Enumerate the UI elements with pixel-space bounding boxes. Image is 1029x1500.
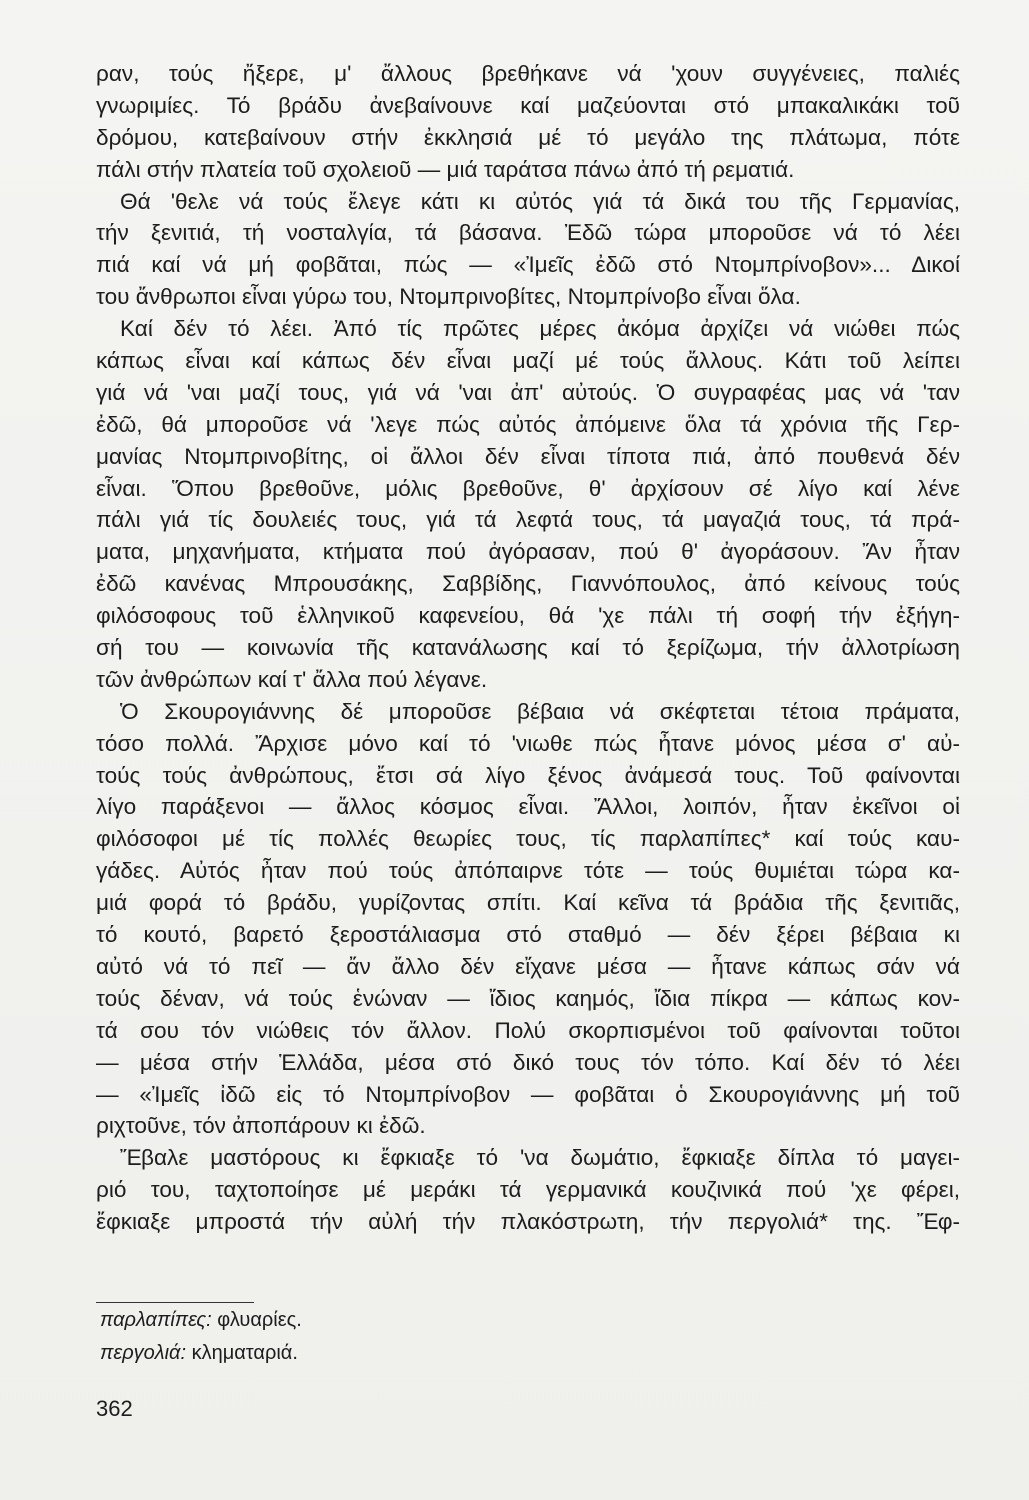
- text-line: πιά καί νά μή φοβᾶται, πώς — «Ἰμεῖς ἐδῶ στό Ντομπρίνοβον»... Δικοί: [96, 252, 960, 278]
- text-line: φιλόσοφοι μέ τίς πολλές θεωρίες τους, τίς παρλαπίπες* καί τούς καυ-: [96, 826, 960, 852]
- text-line: Ὁ Σκουρογιάννης δέ μποροῦσε βέβαια νά σκέφτεται τέτοια πράματα,: [120, 698, 960, 724]
- text-line: δρόμου, κατεβαίνουν στήν ἐκκλησιά μέ τό μεγάλο της πλάτωμα, πότε: [96, 124, 960, 150]
- text-line: ραν, τούς ἤξερε, μ' ἄλλους βρεθήκανε νά 'χουν συγγένειες, παλιές: [96, 61, 960, 86]
- footnotes: [100, 1304, 302, 1370]
- text-line: τόσο πολλά. Ἄρχισε μόνο καί τό 'νιωθε πώς ἦτανε μόνος μέσα σ' αὐ-: [96, 730, 960, 756]
- text-line: γνωριμίες. Τό βράδυ ἀνεβαίνουνε καί μαζεύονται στό μπακαλικάκι τοῦ: [96, 92, 960, 118]
- text-line: τῶν ἀνθρώπων καί τ' ἄλλα πού λέγανε.: [96, 666, 488, 692]
- text-line: γιά νά 'ναι μαζί τους, γιά νά 'ναι ἀπ' αὐτούς. Ὁ συγραφέας μας νά 'ταν: [96, 379, 960, 405]
- page-number: 362: [96, 1396, 133, 1421]
- text-line: πάλι γιά τίς δουλειές τους, γιά τά λεφτά τους, τά μαγαζιά τους, τά πρά-: [96, 507, 960, 533]
- text-line: γάδες. Αὐτός ἦταν πού τούς ἀπόπαιρνε τότε — τούς θυμιέται τώρα κα-: [96, 858, 960, 884]
- footnote-definition: φλυαρίες.: [217, 1309, 302, 1331]
- text-line: λίγο παράξενοι — ἄλλος κόσμος εἶναι. Ἄλλοι, λοιπόν, ἦταν ἐκεῖνοι οἱ: [96, 794, 960, 820]
- text-line: εἶναι. Ὅπου βρεθοῦνε, μόλις βρεθοῦνε, θ' ἀρχίσουν σέ λίγο καί λένε: [96, 475, 960, 501]
- text-line: ἐδῶ, θά μποροῦσε νά 'λεγε πώς αὐτός ἀπόμεινε ὅλα τά χρόνια τῆς Γερ-: [96, 411, 960, 437]
- footnote-term: παρλαπίπες:: [100, 1309, 212, 1331]
- text-line: τούς δέναν, νά τούς ἑνώναν — ἴδιος καημός, ἴδια πίκρα — κάπως κον-: [96, 985, 960, 1011]
- text-line: Θά 'θελε νά τούς ἔλεγε κάτι κι αὐτός γιά τά δικά του τῆς Γερμανίας,: [120, 188, 960, 214]
- text-line: ἔφκιαξε μπροστά τήν αὐλή τήν πλακόστρωτη, τήν περγολιά* της. Ἔφ-: [96, 1209, 960, 1235]
- text-line: σή του — κοινωνία τῆς κατανάλωσης καί τό ξερίζωμα, τήν ἀλλοτρίωση: [96, 635, 960, 661]
- text-line: τούς τούς ἀνθρώπους, ἔτσι σά λίγο ξένος ἀνάμεσά τους. Τοῦ φαίνονται: [96, 762, 960, 788]
- text-line: ἐδῶ κανένας Μπρουσάκης, Σαββίδης, Γιαννόπουλος, ἀπό κείνους τούς: [96, 571, 960, 597]
- text-line: ριχτοῦνε, τόν ἀποπάρουν κι ἐδῶ.: [96, 1113, 426, 1139]
- text-line: αὐτό νά τό πεῖ — ἄν ἄλλο δέν εἴχανε μέσα — ἦτανε κάπως σάν νά: [96, 953, 960, 979]
- body-text: [96, 58, 960, 1238]
- text-line: ριό του, ταχτοποίησε μέ μεράκι τά γερμανικά κουζινικά πού 'χε φέρει,: [96, 1177, 960, 1203]
- footnote-item: [100, 1337, 302, 1370]
- footnote-term: περγολιά:: [100, 1342, 187, 1364]
- text-line: ματα, μηχανήματα, κτήματα πού ἀγόρασαν, πού θ' ἀγοράσουν. Ἄν ἦταν: [96, 539, 960, 565]
- text-line: — «Ἰμεῖς ἰδῶ εἰς τό Ντομπρίνοβον — φοβᾶται ὁ Σκουρογιάννης μή τοῦ: [96, 1081, 960, 1107]
- footnote-definition: κληματαριά.: [191, 1342, 298, 1364]
- text-line: μανίας Ντομπρινοβίτης, οἱ ἄλλοι δέν εἶναι τίποτα πιά, ἀπό πουθενά δέν: [96, 443, 960, 469]
- text-line: κάπως εἶναι καί κάπως δέν εἶναι μαζί μέ τούς ἄλλους. Κάτι τοῦ λείπει: [96, 348, 960, 374]
- text-line: φιλόσοφους τοῦ ἑλληνικοῦ καφενείου, θά 'χε πάλι τή σοφή τήν ἐξήγη-: [96, 603, 960, 629]
- text-line: μιά φορά τό βράδυ, γυρίζοντας σπίτι. Καί κεῖνα τά βράδια τῆς ξενιτιᾶς,: [96, 890, 960, 916]
- footnote-divider: [96, 1302, 254, 1303]
- text-line: τό κουτό, βαρετό ξεροστάλιασμα στό σταθμό — δέν ξέρει βέβαια κι: [96, 922, 960, 948]
- text-line: Ἔβαλε μαστόρους κι ἔφκιαξε τό 'να δωμάτιο, ἔφκιαξε δίπλα τό μαγει-: [120, 1145, 960, 1171]
- text-line: του ἄνθρωποι εἶναι γύρω του, Ντομπρινοβίτες, Ντομπρίνοβο εἶναι ὅλα.: [96, 284, 801, 310]
- footnote-item: [100, 1304, 302, 1337]
- text-line: πάλι στήν πλατεία τοῦ σχολειοῦ — μιά ταράτσα πάνω ἀπό τή ρεματιά.: [96, 156, 795, 182]
- text-line: τά σου τόν νιώθεις τόν ἄλλον. Πολύ σκορπισμένοι τοῦ φαίνονται τοῦτοι: [96, 1017, 960, 1043]
- text-line: τήν ξενιτιά, τή νοσταλγία, τά βάσανα. Ἐδῶ τώρα μποροῦσε νά τό λέει: [96, 220, 960, 246]
- text-line: — μέσα στήν Ἑλλάδα, μέσα στό δικό τους τόν τόπο. Καί δέν τό λέει: [96, 1049, 960, 1075]
- text-line: Καί δέν τό λέει. Ἀπό τίς πρῶτες μέρες ἀκόμα ἀρχίζει νά νιώθει πώς: [120, 316, 960, 342]
